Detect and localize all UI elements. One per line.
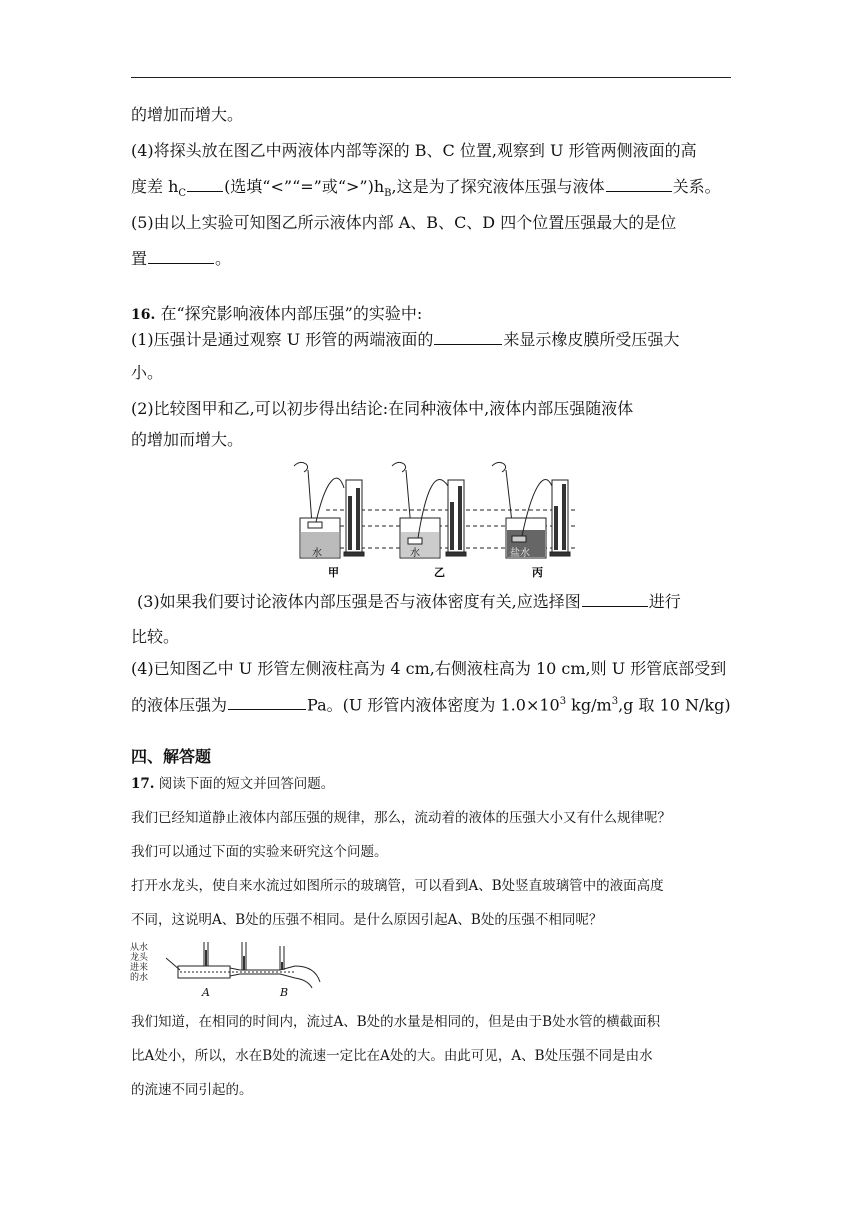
fig-text-4: 的水 [130,973,149,983]
header-rule [131,77,731,78]
subscript-b: B [384,188,392,200]
fig-label-a: A [202,986,210,999]
q16-part3-text-b: 进行 [648,592,681,611]
question-number-16: 16. [131,307,156,323]
q15-part5-text-b: 。 [215,249,232,268]
q16-part2-line1: (2)比较图甲和乙,可以初步得出结论:在同种液体中,液体内部压强随液体 [131,399,634,418]
q16-part3-text-a: (3)如果我们要讨论液体内部压强是否与液体密度有关,应选择图 [137,592,581,611]
q16-part4-text-d: ,g 取 10 N/kg) [618,695,731,715]
subscript-c: C [178,188,187,200]
q16-part1-text-a: (1)压强计是通过观察 U 形管的两端液面的 [131,330,434,349]
q15-part5-line2 [131,247,731,271]
q16-part1-line1 [131,328,731,352]
fig-label-jia: 甲 [328,566,339,579]
q17-intro-line [131,772,731,796]
answer-blank-q16-4[interactable] [228,693,306,710]
answer-blank-q16-1[interactable] [434,328,502,345]
q15-part4-text-d: 关系。 [672,177,721,196]
answer-blank-q15-5[interactable] [148,247,214,264]
fig-text-3: 进来 [130,963,149,973]
answer-blank-q16-3[interactable] [582,590,648,607]
fig-label-b: B [280,986,289,999]
q17-line5: 我们知道，在相同的时间内，流过A、B处的水量是相同的，但是由于B处水管的横截面积 [131,1014,661,1030]
section-heading: 四、解答题 [131,747,212,766]
liquid-label-bing: 盐水 [510,548,530,559]
glass-tube-figure [130,940,330,1000]
q16-part3-line2: 比较。 [131,627,180,646]
q16-part4-text-c: kg/m [566,695,612,715]
fig-label-bing: 丙 [532,566,543,579]
q15-part5-text-a: 置 [131,249,148,268]
q17-line3: 打开水龙头，使自来水流过如图所示的玻璃管，可以看到A、B处竖直玻璃管中的液面高度 [131,878,664,894]
q17-line7: 的流速不同引起的。 [131,1082,253,1098]
superscript-3b: 3 [611,696,619,707]
liquid-label-jia: 水 [312,548,322,559]
q15-part4-text-b: (选填“<”“=”或“>”)h [224,177,385,196]
q17-line4: 不同，这说明A、B处的压强不相同。是什么原因引起A、B处的压强不相同呢？ [131,912,603,928]
q16-intro: 在“探究影响液体内部压强”的实验中: [160,304,423,323]
q15-part4-line2 [131,175,731,206]
q16-part4-line1: (4)已知图乙中 U 形管左侧液柱高为 4 cm,右侧液柱高为 10 cm,则 U 形管底部受到 [131,659,727,678]
q15-part4-line1: (4)将探头放在图乙中两液体内部等深的 B、C 位置,观察到 U 形管两侧液面的高 [131,141,697,160]
q15-part4-text-a: 度差 h [131,177,179,196]
q17-intro: 阅读下面的短文并回答问题。 [158,776,335,792]
q17-line1: 我们已经知道静止液体内部压强的规律，那么，流动着的液体的压强大小又有什么规律呢？ [131,810,671,826]
question-number-17: 17. [131,776,155,792]
q16-intro-line [131,302,731,327]
q16-part1-line2: 小。 [131,363,164,382]
q16-part1-text-b: 来显示橡皮膜所受压强大 [503,330,680,349]
q15-part5-line1: (5)由以上实验可知图乙所示液体内部 A、B、C、D 四个位置压强最大的是位 [131,213,677,232]
q16-part4-text-b: Pa。(U 形管内液体密度为 1.0×10 [307,695,560,715]
q15-continuation: 的增加而增大。 [131,105,244,124]
q15-part4-text-c: ,这是为了探究液体压强与液体 [391,177,605,196]
pressure-gauge-figure [286,458,576,582]
q16-part3-line1 [137,590,737,614]
fig-text-1: 从水 [130,943,149,953]
superscript-3a: 3 [559,696,567,707]
q17-line2: 我们可以通过下面的实验来研究这个问题。 [131,844,388,860]
fig-label-yi: 乙 [434,566,445,579]
q16-part4-text-a: 的液体压强为 [131,695,228,715]
answer-blank-q15-4a[interactable] [187,175,223,192]
q16-part4-line2 [131,690,731,717]
answer-blank-q15-4b[interactable] [606,175,672,192]
liquid-label-yi: 水 [410,548,420,559]
fig-text-2: 龙头 [130,953,149,963]
q16-part2-line2: 的增加而增大。 [131,430,244,449]
q17-line6: 比A处小，所以，水在B处的流速一定比在A处的大。由此可见，A、B处压强不同是由水 [131,1048,653,1064]
